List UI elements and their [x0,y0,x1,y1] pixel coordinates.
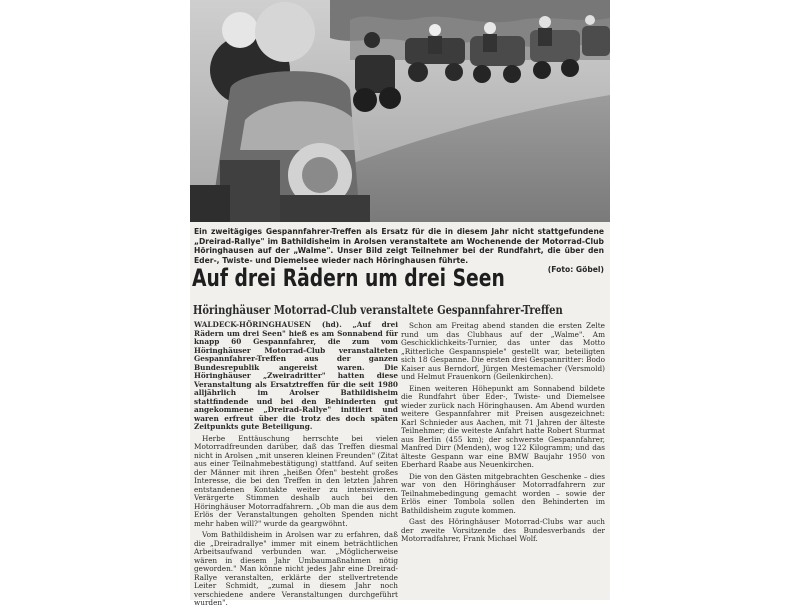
article-paragraph: Vom Bathildisheim in Arolsen war zu erfahren, daß die „Dreiradrallye" immer mit einem beträchtlichen Arbeitsaufwand verbunden war. „Möglicherweise wären in diesem Jahr Umbaumaßnahmen nötig geworden." Man könne nicht jedes Jahr eine Dreirad-Rallye veranstalten, erklärte der stellvertretende Leiter Schmidt, „zumal in diesem Jahr noch verschiedene andere Veranstaltungen durchgeführt wurden". [194,530,398,607]
article-paragraph: Die von den Gästen mitgebrachten Geschenke – dies war von den Höringhäuser Motorradfahrern zur Teilnahmebedingung gemacht worden – sowie der Erlös einer Tombola sollen den Behinderten im Bathildisheim zugute kommen. [401,471,605,515]
article-paragraph: Herbe Enttäuschung herrschte bei vielen Motorradfreunden darüber, daß das Treffen diesmal nicht in Arolsen „mit unseren kleinen Freunden" (Zitat aus einer Teilnahmebestätigung) stattfand. Auf seiten der Männer mit ihren „heißen Öfen" besteht großes Interesse, die bei den Treffen in den letzten Jahren entstandenen Kontakte weiter zu intensivieren. Verärgerte Stimmen deshalb auch bei den Höringhäuser Motorradfahrern. „Ob man die aus dem Erlös der Veranstaltungen geholten Spenden nicht mehr haben will?" wurde da geargwöhnt. [194,433,398,528]
article-column-right [401,322,605,547]
subheadline: Höringhäuser Motorrad-Club veranstaltete Gespannfahrer-Treffen [193,303,563,317]
article-paragraph: Einen weiteren Höhepunkt am Sonnabend bildete die Rundfahrt über Eder-, Twiste- und Diemelsee wieder zurück nach Höringhausen. Am Abend wurden weitere Gespannfahrer mit Preisen ausgezeichnet: Karl Schnieder aus Aachen, mit 71 Jahren der älteste Teilnehmer; die weiteste Anfahrt hatte Robert Sturmat aus Berlin (455 km); der schwerste Gespannfahrer, Manfred Dirr (Menden), wog 122 Kilogramm; und das älteste Gespann war eine BMW Baujahr 1950 von Eberhard Raabe aus Neuenkirchen. [401,383,605,469]
newspaper-clipping [190,0,610,607]
photo-credit: (Foto: Göbel) [547,265,604,275]
motorcycle-rally-image [190,0,610,222]
article-paragraph: Schon am Freitag abend standen die ersten Zelte rund um das Clubhaus auf der „Walme". Am Geschicklichkeits-Turnier, das unter das Motto „Ritterliche Gespannspiele" gestellt war, beteiligten sich 18 Gespanne. Die ersten drei Gespannritter: Bodo Kaiser aus Berndorf, Jürgen Mestemacher (Versmold) und Helmut Frauenkorn (Geilenkirchen). [401,321,605,381]
article-paragraph: WALDECK-HÖRINGHAUSEN (hd). „Auf drei Rädern um drei Seen" hieß es am Sonnabend für knapp 60 Gespannfahrer, die zum vom Höringhäuser Motorrad-Club veranstalteten Gespannfahrer-Treffen aus der ganzen Bundesrepublik angereist waren. Die Höringhäuser „Zweiradritter" hatten diese Veranstaltung als Ersatztreffen für die seit 1980 alljährlich im Arolser Bathildisheim stattfindende und bei den Behinderten gut angekommene „Dreirad-Rallye" initiiert und waren erfreut über die trotz des doch späten Zeitpunkts gute Beteiligung. [194,320,398,431]
caption-text: Ein zweitägiges Gespannfahrer-Treffen als Ersatz für die in diesem Jahr nicht stattgefundene „Dreirad-Rallye" im Bathildisheim in Arolsen veranstaltete am Wochenende der Motorrad-Club Höringhausen auf der „Walme". Unser Bild zeigt Teilnehmer bei der Rundfahrt, die über den Eder-, Twiste- und Diemelsee wieder nach Höringhausen führte. [194,227,604,265]
article-paragraph: Gast des Höringhäuser Motorrad-Clubs war auch der zweite Vorsitzende des Bundesverbands der Motorradfahrer, Frank Michael Wolf. [401,517,605,543]
article-column-left [194,321,398,611]
headline: Auf drei Rädern um drei Seen [192,264,505,292]
press-photo [190,0,610,222]
